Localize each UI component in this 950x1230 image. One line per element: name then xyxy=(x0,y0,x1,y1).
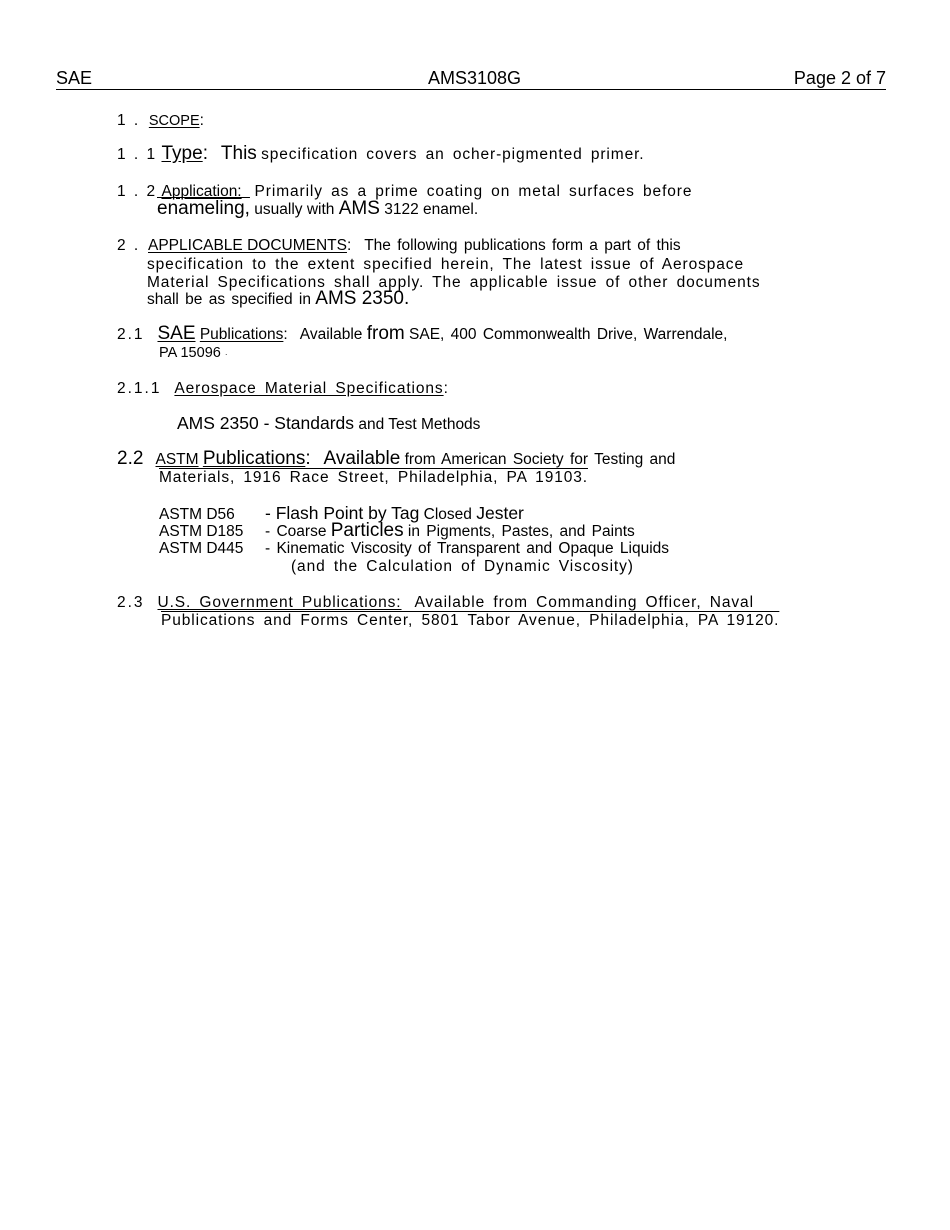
section-title: U.S. Government Publications: xyxy=(157,594,402,611)
section-2-1-continuation xyxy=(159,344,228,364)
reference-title: - Flash Point by Tag xyxy=(265,503,420,523)
body-text: SAE, 400 Commonwealth Drive, Warrendale, xyxy=(409,326,728,343)
body-text: usually with xyxy=(254,201,335,218)
reference-code: ASTM D56 xyxy=(159,506,235,523)
reference-title: - Coarse xyxy=(265,523,327,540)
text-lead: This xyxy=(220,143,257,164)
section-2-3 xyxy=(117,594,754,612)
body-text: from American Society for Testing and xyxy=(404,451,676,468)
section-title: SCOPE xyxy=(148,113,200,129)
ams-reference-item xyxy=(177,414,480,434)
section-2-3-continuation: Publications and Forms Center, 5801 Tabor Avenue, Philadelphia, PA 19120. xyxy=(161,612,780,629)
section-title: Publications xyxy=(199,326,284,343)
punctuation: : xyxy=(443,380,448,397)
section-2-2-continuation: Materials, 1916 Race Street, Philadelphia, PA 19103. xyxy=(159,469,588,486)
reference-title: Closed xyxy=(423,506,472,523)
body-text: AMS 2350. xyxy=(315,288,410,309)
body-text: Primarily as a prime coating on metal surfaces before xyxy=(254,183,693,200)
section-title: APPLICABLE DOCUMENTS xyxy=(148,237,347,254)
page-header xyxy=(56,68,886,90)
section-2-line-2: specification to the extent specified herein, The latest issue of Aerospace xyxy=(147,256,744,273)
section-number: 2.2 xyxy=(117,448,144,469)
body-text: Available xyxy=(299,326,363,343)
section-number: 2 . xyxy=(117,237,141,254)
header-organization: SAE xyxy=(56,68,93,88)
reference-title: Jester xyxy=(476,503,524,523)
section-title: ASTM xyxy=(155,451,199,468)
header-document-number: AMS3108G xyxy=(428,68,522,88)
header-page-number: Page 2 of 7 xyxy=(793,68,886,88)
section-2-heading xyxy=(117,237,681,255)
section-number: 2.1.1 xyxy=(117,380,162,397)
punctuation: : xyxy=(199,112,204,129)
section-title: Aerospace Material Specifications xyxy=(174,380,444,397)
section-number: 1 . 2 xyxy=(117,183,158,200)
body-text: PA 15096 xyxy=(159,345,221,361)
body-text: AMS xyxy=(338,198,380,219)
body-text: enameling, xyxy=(157,198,250,219)
section-2-1-1 xyxy=(117,380,448,398)
body-text: The following publications form a part of this xyxy=(364,237,681,254)
section-2-2 xyxy=(117,450,675,469)
section-2-1 xyxy=(117,325,727,344)
punctuation: : xyxy=(346,237,352,254)
section-title: Application: xyxy=(161,183,242,200)
body-text: from xyxy=(366,323,405,344)
astm-item xyxy=(159,540,669,558)
section-title: Type xyxy=(161,143,203,164)
astm-item-continuation: (and the Calculation of Dynamic Viscosity) xyxy=(291,558,634,575)
section-1-heading xyxy=(117,112,204,130)
body-text: specification covers an ocher-pigmented primer. xyxy=(261,146,645,163)
stray-mark: · xyxy=(224,350,228,359)
section-number: 2.1 xyxy=(117,326,145,343)
reference-title: - Kinematic Viscosity of Transparent and Opaque Liquids xyxy=(265,540,670,557)
section-2-line-4 xyxy=(147,290,409,309)
section-number: 2.3 xyxy=(117,594,145,611)
body-text: 3122 enamel. xyxy=(384,201,479,218)
reference-title: and Test Methods xyxy=(358,416,481,433)
astm-item xyxy=(159,522,635,541)
body-text: shall be as specified in xyxy=(147,291,311,308)
section-title: Publications xyxy=(202,448,306,469)
reference-code: ASTM D445 xyxy=(159,540,244,557)
section-1-1 xyxy=(117,145,645,164)
punctuation: : xyxy=(202,143,208,164)
reference-title: Particles xyxy=(330,520,404,541)
section-title: SAE xyxy=(157,323,196,344)
section-2-line-3: Material Specifications shall apply. The applicable issue of other documents xyxy=(147,274,761,291)
section-number: 1 . xyxy=(117,112,141,129)
reference-code: AMS 2350 - Standards xyxy=(177,413,355,433)
punctuation: : xyxy=(283,326,288,343)
reference-code: ASTM D185 xyxy=(159,523,244,540)
body-text: Available xyxy=(323,448,401,469)
punctuation: : xyxy=(305,448,311,469)
section-1-2-continuation xyxy=(157,200,478,219)
section-number: 1 . 1 xyxy=(117,146,158,163)
body-text: Available from Commanding Officer, Naval xyxy=(414,594,754,611)
reference-title: in Pigments, Pastes, and Paints xyxy=(407,523,635,540)
